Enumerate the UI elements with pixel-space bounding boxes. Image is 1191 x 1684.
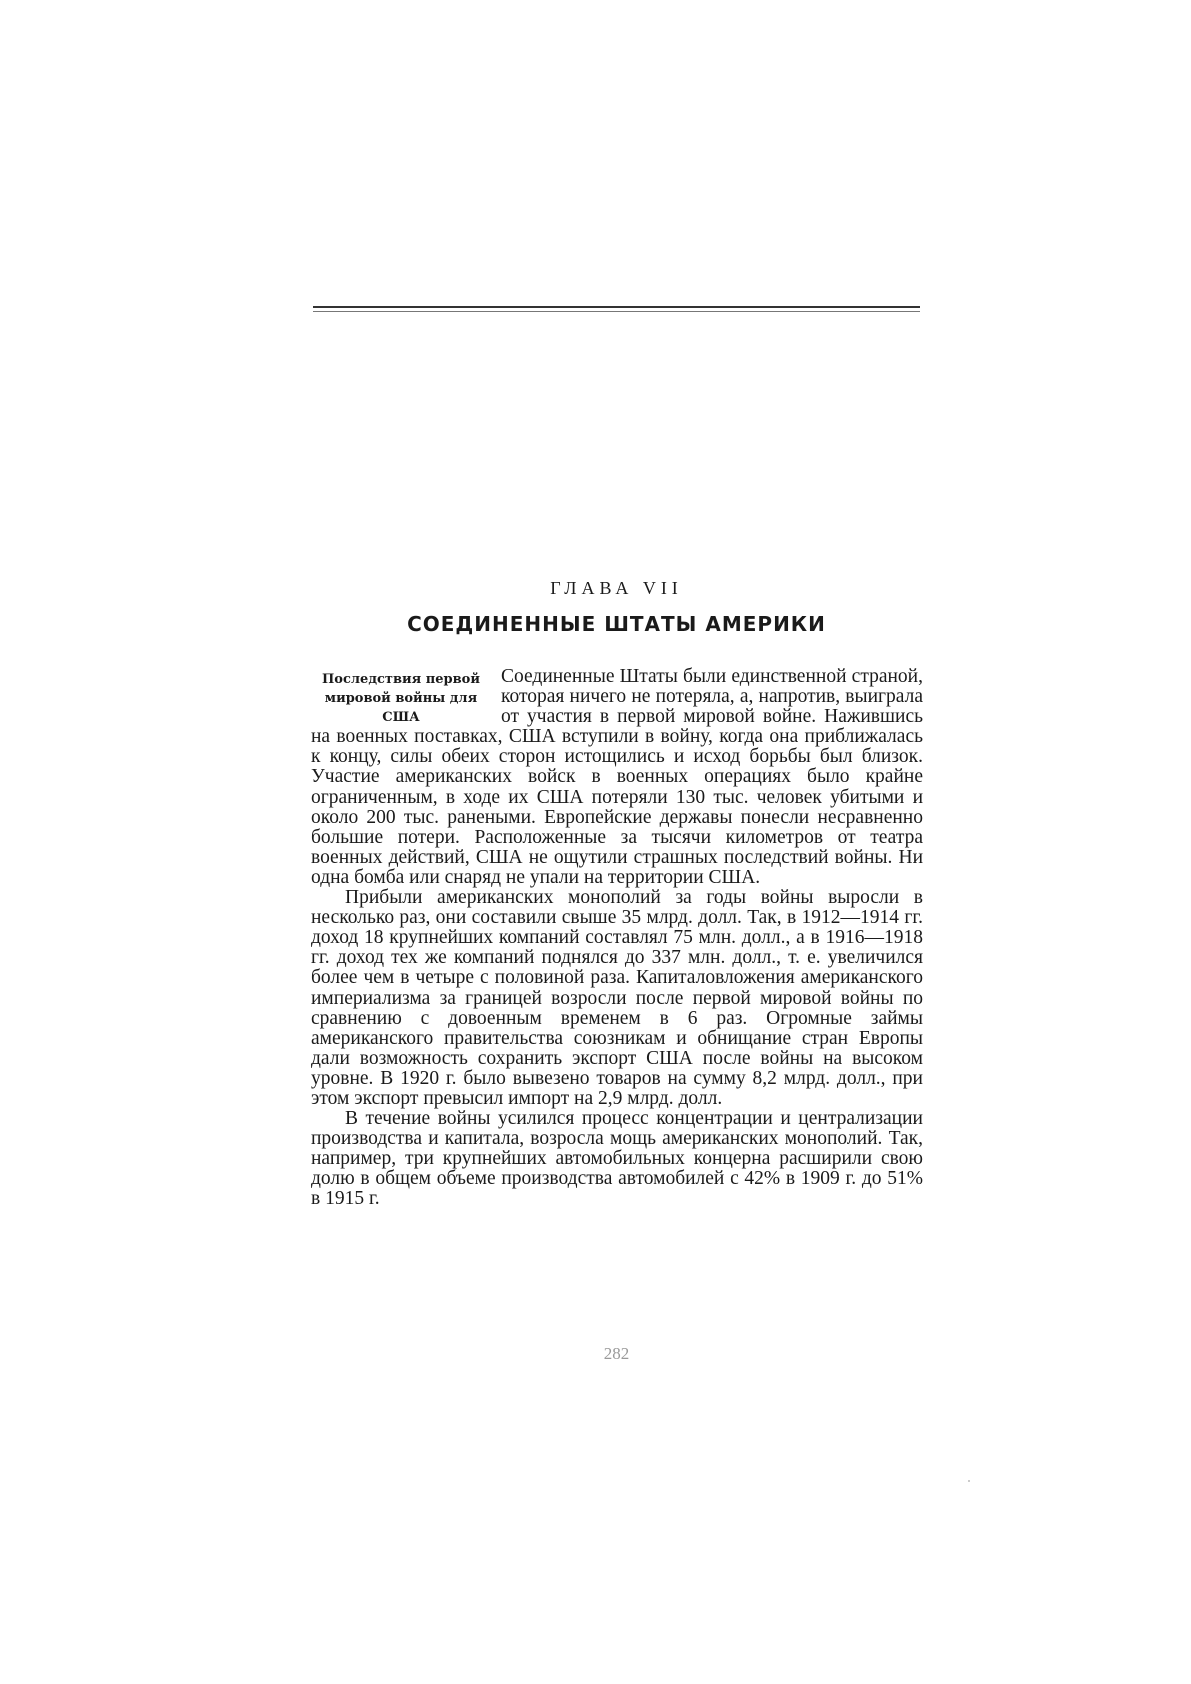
body-text [311,667,923,1210]
paragraph-2: Прибыли американских монополий за годы войны выросли в несколько раз, они составили свыше 35 млрд. долл. Так, в 1912—1914 гг. доход 18 крупнейших компаний составлял 75 млн. долл., а в 1916—1918 гг. доход тех же компаний поднялся до 337 млн. долл., т. е. увеличился более чем в четыре с половиной раза. Капиталовложения американского империализма за границей возросли после первой мировой войны по сравнению с довоенным временем в 6 раз. Огромные займы американского правительства союзникам и обнищание стран Европы дали возможность сохранить экспорт США после войны на высоком уровне. В 1920 г. было вывезено товаров на сумму 8,2 млрд. долл., при этом экспорт превысил импорт на 2,9 млрд. долл. [311,887,923,1109]
paragraph-3: В течение войны усилился процесс концентрации и централизации производства и капитала, возросла мощь американских монополий. Так, например, три крупнейших автомобильных концерна расширили свою долю в общем объеме производства автомобилей с 42% в 1909 г. до 51% в 1915 г. [311,1108,923,1210]
side-note: Последствия первой мировой войны для США [322,672,480,725]
paragraph-1: Соединенные Штаты были единственной страной, которая ничего не потеряла, а, напротив, выиграла от участия в первой мировой войне. Нажившись на военных поставках, США вступили в войну, когда она приближалась к концу, силы обеих сторон истощились и исход борьбы был близок. Участие американских войск в военных операциях было крайне ограниченным, в ходе их США потеряли 130 тыс. человек убитыми и около 200 тыс. ранеными. Европейские державы понесли несравненно большие потери. Расположенные за тысячи километров от театра военных действий, США не ощутили страшных последствий войны. Ни одна бомба или снаряд не упали на территории США. [311,666,923,888]
page-number: 282 [603,1344,630,1363]
chapter-title: СОЕДИНЕННЫЕ ШТАТЫ АМЕРИКИ [407,612,826,636]
chapter-label: ГЛАВА VII [550,578,683,598]
top-rule [313,306,920,308]
scan-speck [968,1480,970,1482]
